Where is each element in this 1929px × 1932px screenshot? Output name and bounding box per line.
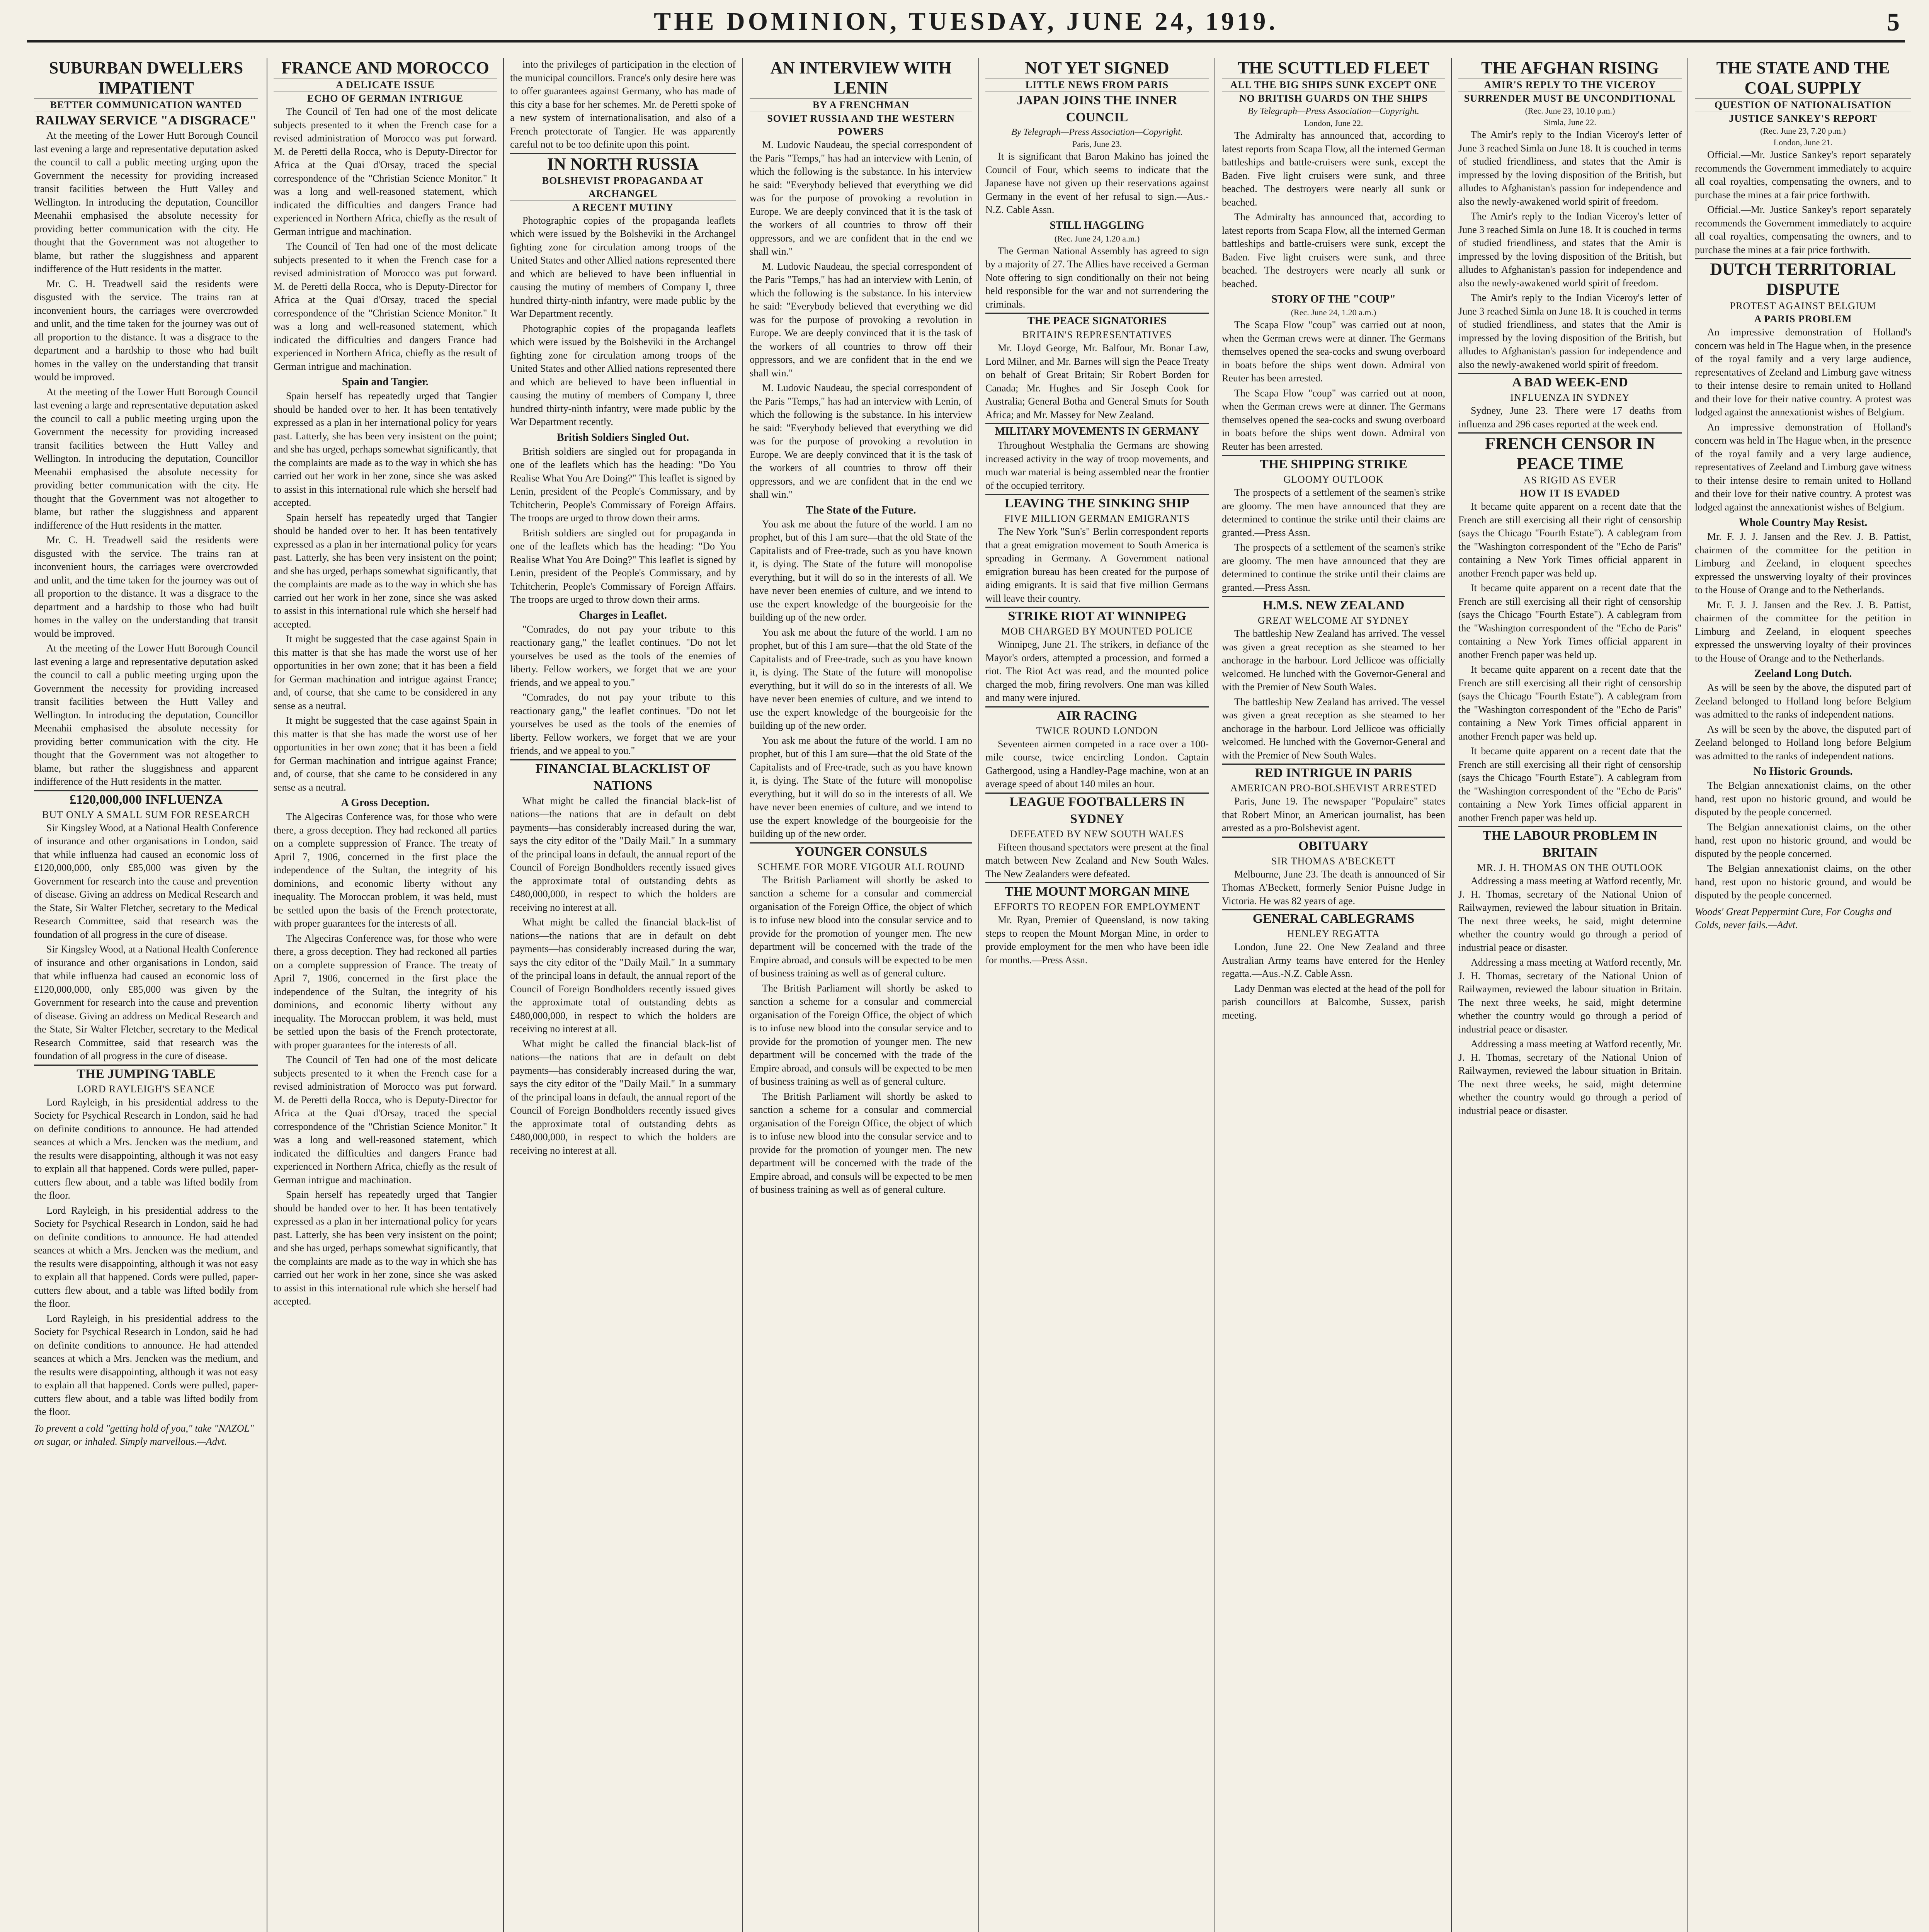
subheadline: BUT ONLY A SMALL SUM FOR RESEARCH: [42, 809, 250, 820]
article-paragraph: "Comrades, do not pay your tribute to this reactionary gang," the leaflet continues. "Do not let yourselves be used as the tools of the enemies of liberty. Fellow workers, we forget that we are your friends, and we appeal to you.": [510, 692, 736, 756]
dateline: London, June 22.: [1304, 118, 1363, 128]
article-paragraph: What might be called the financial black-list of nations—the nations that are in default on debt payments—has considerably increased during the war, says the city editor of the "Daily Mail." In a summary of the principal loans in default, the annual report of the Council of Foreign Bondholders recently issued gives the approximate total of outstanding debts as £480,000,000, in respect to which the holders are receiving no interest at all.: [510, 795, 736, 913]
section-heading: Zeeland Long Dutch.: [1754, 668, 1852, 680]
advertisement: To prevent a cold "getting hold of you," take "NAZOL" on sugar, or inhaled. Simply marvellous.—Advt.: [34, 1422, 254, 1447]
dateline: (Rec. June 24, 1.20 a.m.): [1291, 308, 1376, 317]
article-paragraph: Sydney, June 23. There were 17 deaths from influenza and 296 cases reported at the week end.: [1458, 405, 1682, 430]
headline: OBITUARY: [1298, 838, 1369, 853]
headline: THE SHIPPING STRIKE: [1260, 457, 1407, 471]
article-paragraph: Addressing a mass meeting at Watford recently, Mr. J. H. Thomas, secretary of the National Union of Railwaymen, reviewed the labour situation in Britain. The next three weeks, he said, might determine whether the country would go through a period of industrial peace or disaster.: [1458, 875, 1682, 953]
subheadline: AS RIGID AS EVER: [1523, 474, 1617, 486]
article-paragraph: Addressing a mass meeting at Watford recently, Mr. J. H. Thomas, secretary of the National Union of Railwaymen, reviewed the labour situation in Britain. The next three weeks, he said, might determine whether the country would go through a period of industrial peace or disaster.: [1458, 957, 1682, 1035]
subheadline: SCHEME FOR MORE VIGOUR ALL ROUND: [757, 861, 965, 872]
article-paragraph: The Amir's reply to the Indian Viceroy's letter of June 3 reached Simla on June 18. It is couched in terms of studied friendliness, and states that the Amir is impressed by the loving disposition of the British, but alludes to Afghanistan's passion for independence and also the newly-awakened world spirit of freedom.: [1458, 129, 1682, 207]
subheadline: LITTLE NEWS FROM PARIS: [1025, 79, 1169, 90]
article-paragraph: It might be suggested that the case against Spain in this matter is that she has made the worst use of her opportunities in her own zone; that it has been a field for German machination and intrigue against France; and, of course, that she came to be considered in any sense as a neutral.: [274, 633, 497, 711]
headline: FRENCH CENSOR IN PEACE TIME: [1485, 434, 1655, 473]
subheadline: NO BRITISH GUARDS ON THE SHIPS: [1239, 93, 1428, 104]
article-paragraph: Spain herself has repeatedly urged that Tangier should be handed over to her. It has been tentatively expressed as a plan in her international policy for years past. Latterly, she has been very insistent on the point; and she has urged, perhaps somewhat significantly, that the complaints are made as to the way in which she has carried out her work in her zone, since she was asked to assist in this international rule which she herself had accepted.: [274, 512, 497, 630]
article-paragraph: Mr. F. J. J. Jansen and the Rev. J. B. Pattist, chairmen of the committee for the petition in Limburg and Zeeland, in eloquent speeches expressed the unswerving loyalty of their provinces to the House of Orange and to the Netherlands.: [1695, 531, 1911, 595]
column-rule: [1687, 58, 1688, 1932]
article-paragraph: M. Ludovic Naudeau, the special correspondent of the Paris "Temps," has had an interview with Lenin, of which the following is the substance. In his interview he said: "Everybody believed that everything we did was for the purpose of provoking a revolution in Europe. We are deeply convinced that it is the task of the workers of all countries to throw off their oppressors, and we are confident that in the end we shall win.": [750, 139, 972, 257]
article-paragraph: Lady Denman was elected at the head of the poll for parish councillors at Balcombe, Sussex, parish meeting.: [1222, 983, 1445, 1021]
article-paragraph: Lord Rayleigh, in his presidential address to the Society for Psychical Research in London, said he had on definite conditions to announce. He had attended seances at which a Mrs. Jencken was the medium, and the results were disappointing, although it was not easy to explain all that happened. Cords were pulled, paper-cutters flew about, and a table was lifted bodily from the floor.: [34, 1096, 258, 1201]
article-paragraph: As will be seen by the above, the disputed part of Zeeland belonged to Holland long before Belgium was admitted to the ranks of independent nations.: [1695, 723, 1911, 762]
article-paragraph: An impressive demonstration of Holland's concern was held in The Hague when, in the presence of the royal family and a very large audience, representatives of Zeeland and Limburg gave witness to their intense desire to remain united to Holland and their love for their native country. A protest was lodged against the annexationist wishes of Belgium.: [1695, 421, 1911, 513]
article-paragraph: Winnipeg, June 21. The strikers, in defiance of the Mayor's orders, attempted a procession, and formed a riot. The Riot Act was read, and the mounted police charged the mob, firing revolvers. One man was killed and many were injured.: [985, 639, 1209, 703]
article-paragraph: Sir Kingsley Wood, at a National Health Conference of insurance and other organisations in London, said that while influenza had caused an economic loss of £120,000,000, only £85,000 was given by the Government for research into the cause and prevention of disease. Giving an address on Medical Research and the State, Sir Walter Fletcher, secretary to the Medical Research Committee, said that research was the foundation of all progress in the cure of disease.: [34, 944, 258, 1061]
article-paragraph: Spain herself has repeatedly urged that Tangier should be handed over to her. It has been tentatively expressed as a plan in her international policy for years past. Latterly, she has been very insistent on the point; and she has urged, perhaps somewhat significantly, that the complaints are made as to the way in which she has carried out her work in her zone, since she was asked to assist in this international rule which she herself had accepted.: [274, 390, 497, 508]
section-heading: The State of the Future.: [806, 504, 916, 516]
headline: THE MOUNT MORGAN MINE: [1004, 884, 1190, 899]
article-paragraph: The British Parliament will shortly be asked to sanction a scheme for a consular and commercial organisation of the Foreign Office, the object of which is to infuse new blood into the consular service and to provide for the promotion of younger men. The new department will be concerned with the trade of the Empire abroad, and consuls will be expected to be men of business training as well as of general culture.: [750, 874, 972, 979]
dateline: Simla, June 22.: [1544, 117, 1596, 127]
subheadline: TWICE ROUND LONDON: [1036, 725, 1158, 736]
article-paragraph: Paris, June 19. The newspaper "Populaire" states that Robert Minor, an American journalist, has been arrested as a pro-Bolshevist agent.: [1222, 796, 1445, 833]
column-1: [34, 58, 258, 1932]
article-paragraph: Throughout Westphalia the Germans are showing increased activity in the way of troop movements, and much war material is being assembled near the frontier of the occupied territory.: [985, 440, 1209, 491]
article-paragraph: As will be seen by the above, the disputed part of Zeeland belonged to Holland long before Belgium was admitted to the ranks of independent nations.: [1695, 682, 1911, 720]
headline: A BAD WEEK-END: [1512, 375, 1628, 389]
article-paragraph: The Council of Ten had one of the most delicate subjects presented to it when the French case for a revised administration of Morocco was put forward. M. de Peretti della Rocca, who is Deputy-Director for Africa at the Quai d'Orsay, traced the special correspondence of the "Christian Science Monitor." It was a long and well-reasoned statement, which indicated the difficulties and dangers France had experienced in Northern Africa, chiefly as the result of German intrigue and machination.: [274, 1054, 497, 1185]
column-2: [274, 58, 497, 1932]
section-heading: British Soldiers Singled Out.: [556, 431, 689, 444]
subheadline: LORD RAYLEIGH'S SEANCE: [77, 1083, 215, 1095]
article-paragraph: into the privileges of participation in the election of the municipal councillors. France's only desire here was to offer guarantees against Germany, who has made of this city a base for her schemes. Mr. de Peretti spoke of a new system of internationalisation, and also of a French protectorate of Tangier. He was apparently careful not to be too definite upon this point.: [510, 59, 736, 150]
headline: FRANCE AND MOROCCO: [281, 58, 489, 77]
masthead-title: THE DOMINION, TUESDAY, JUNE 24, 1919.: [654, 7, 1278, 36]
section-heading: STORY OF THE "COUP": [1271, 293, 1396, 305]
article-paragraph: Melbourne, June 23. The death is announced of Sir Thomas A'Beckett, formerly Senior Puisne Judge in Victoria. He was 82 years of age.: [1222, 868, 1445, 906]
column-6: [1222, 58, 1445, 1932]
headline: AIR RACING: [1056, 708, 1138, 723]
headline: SUBURBAN DWELLERS IMPATIENT: [49, 58, 243, 97]
column-rule: [503, 58, 504, 1932]
subheadline: SOVIET RUSSIA AND THE WESTERN POWERS: [767, 113, 955, 137]
subheadline: ECHO OF GERMAN INTRIGUE: [307, 93, 464, 104]
article-paragraph: It became quite apparent on a recent date that the French are still exercising all their right of censorship (says the Chicago "Fourth Estate"). A cablegram from the "Washington correspondent of the "Echo de Paris" containing a New York Times official apparent in another French paper was held up.: [1458, 745, 1682, 823]
headline: FINANCIAL BLACKLIST OF NATIONS: [535, 761, 711, 793]
subheadline: BRITAIN'S REPRESENTATIVES: [1022, 329, 1172, 340]
column-5: [985, 58, 1209, 1932]
column-4: [750, 58, 972, 1932]
headline: RED INTRIGUE IN PARIS: [1255, 766, 1412, 780]
article-paragraph: Official.—Mr. Justice Sankey's report separately recommends the Government immediately to acquire all coal royalties, compensating the owners, and to purchase the mines at a fair price forthwith.: [1695, 204, 1911, 255]
headline: GENERAL CABLEGRAMS: [1252, 912, 1415, 926]
article-paragraph: An impressive demonstration of Holland's concern was held in The Hague when, in the presence of the royal family and a very large audience, representatives of Zeeland and Limburg gave witness to their intense desire to remain united to Holland and their love for their native country. A protest was lodged against the annexationist wishes of Belgium.: [1695, 327, 1911, 418]
section-heading: STILL HAGGLING: [1050, 219, 1145, 231]
headline: H.M.S. NEW ZEALAND: [1262, 598, 1405, 612]
article-paragraph: Spain herself has repeatedly urged that Tangier should be handed over to her. It has been tentatively expressed as a plan in her international policy for years past. Latterly, she has been very insistent on the point; and she has urged, perhaps somewhat significantly, that the complaints are made as to the way in which she has carried out her work in her zone, since she was asked to assist in this international rule which she herself had accepted.: [274, 1189, 497, 1307]
article-paragraph: The battleship New Zealand has arrived. The vessel was given a great reception as she steamed to her anchorage in the harbour. Lord Jellicoe was officially welcomed. He lunched with the Governor-General and with the Premier of New South Wales.: [1222, 696, 1445, 761]
article-paragraph: Mr. F. J. J. Jansen and the Rev. J. B. Pattist, chairmen of the committee for the petition in Limburg and Zeeland, in eloquent speeches expressed the unswerving loyalty of their provinces to the House of Orange and to the Netherlands.: [1695, 599, 1911, 664]
article-paragraph: M. Ludovic Naudeau, the special correspondent of the Paris "Temps," has had an interview with Lenin, of which the following is the substance. In his interview he said: "Everybody believed that everything we did was for the purpose of provoking a revolution in Europe. We are deeply convinced that it is the task of the workers of all countries to throw off their oppressors, and we are confident that in the end we shall win.": [750, 260, 972, 379]
article-paragraph: The prospects of a settlement of the seamen's strike are gloomy. The men have announced that they are determined to continue the strike until their claims are granted.—Press Assn.: [1222, 487, 1445, 538]
article-paragraph: The Amir's reply to the Indian Viceroy's letter of June 3 reached Simla on June 18. It is couched in terms of studied friendliness, and states that the Amir is impressed by the loving disposition of the British, but alludes to Afghanistan's passion for independence and also the newly-awakened world spirit of freedom.: [1458, 211, 1682, 289]
subheadline: QUESTION OF NATIONALISATION: [1714, 99, 1892, 111]
section-heading: Spain and Tangier.: [342, 376, 429, 388]
section-heading: A Gross Deception.: [341, 797, 430, 809]
headline: LEAVING THE SINKING SHIP: [1005, 496, 1189, 510]
article-paragraph: Seventeen airmen competed in a race over a 100-mile course, twice encircling London. Captain Gathergood, using a Handley-Page machine, won at an average speed of about 140 miles an hour.: [985, 738, 1209, 789]
article-paragraph: It became quite apparent on a recent date that the French are still exercising all their right of censorship (says the Chicago "Fourth Estate"). A cablegram from the "Washington correspondent of the "Echo de Paris" containing a New York Times official apparent in another French paper was held up.: [1458, 582, 1682, 660]
headline: RAILWAY SERVICE "A DISGRACE": [35, 113, 257, 128]
article-paragraph: The British Parliament will shortly be asked to sanction a scheme for a consular and commercial organisation of the Foreign Office, the object of which is to infuse new blood into the consular service and to provide for the promotion of younger men. The new department will be concerned with the trade of the Empire abroad, and consuls will be expected to be men of business training as well as of general culture.: [750, 982, 972, 1087]
dateline: By Telegraph—Press Association—Copyright.: [1248, 106, 1419, 116]
article-paragraph: British soldiers are singled out for propaganda in one of the leaflets which has the heading: "Do You Realise What You Are Doing?" This leaflet is signed by Lenin, president of the People's Commissary, and by Tchitcherin, People's Commissary of Foreign Affairs. The troops are urged to throw down their arms.: [510, 446, 736, 524]
section-heading: THE PEACE SIGNATORIES: [1027, 315, 1167, 327]
article-paragraph: The New York "Sun's" Berlin correspondent reports that a great emigration movement to South America is spreading in Germany. A Government national emigration bureau has been created for the purpose of aiding emigrants. It is said that five million Germans will leave their country.: [985, 526, 1209, 604]
subheadline: INFLUENZA IN SYDNEY: [1510, 392, 1630, 403]
dateline: London, June 21.: [1773, 138, 1833, 147]
subheadline: BY A FRENCHMAN: [813, 99, 909, 111]
section-heading: Charges in Leaflet.: [579, 609, 667, 621]
dateline: (Rec. June 23, 10.10 p.m.): [1525, 106, 1615, 116]
article-paragraph: Fifteen thousand spectators were present at the final match between New Zealand and New South Wales. The New Zealanders were defeated.: [985, 841, 1209, 879]
headline: £120,000,000 INFLUENZA: [70, 792, 223, 807]
article-paragraph: M. Ludovic Naudeau, the special correspondent of the Paris "Temps," has had an interview with Lenin, of which the following is the substance. In his interview he said: "Everybody believed that everything we did was for the purpose of provoking a revolution in Europe. We are deeply convinced that it is the task of the workers of all countries to throw off their oppressors, and we are confident that in the end we shall win.": [750, 382, 972, 500]
section-heading: No Historic Grounds.: [1753, 765, 1853, 777]
subheadline: DEFEATED BY NEW SOUTH WALES: [1010, 828, 1184, 840]
article-paragraph: British soldiers are singled out for propaganda in one of the leaflets which has the heading: "Do You Realise What You Are Doing?" This leaflet is signed by Lenin, president of the People's Commissary, and by Tchitcherin, People's Commissary of Foreign Affairs. The troops are urged to throw down their arms.: [510, 527, 736, 605]
subheadline: EFFORTS TO REOPEN FOR EMPLOYMENT: [994, 901, 1200, 912]
headline: IN NORTH RUSSIA: [547, 154, 699, 173]
headline: THE LABOUR PROBLEM IN BRITAIN: [1482, 828, 1658, 860]
article-paragraph: The Belgian annexationist claims, on the other hand, rest upon no historic ground, and would be disputed by the people concerned.: [1695, 863, 1911, 901]
article-paragraph: It became quite apparent on a recent date that the French are still exercising all their right of censorship (says the Chicago "Fourth Estate"). A cablegram from the "Washington correspondent of the "Echo de Paris" containing a New York Times official apparent in another French paper was held up.: [1458, 501, 1682, 579]
subheadline: AMERICAN PRO-BOLSHEVIST ARRESTED: [1230, 782, 1437, 794]
article-paragraph: You ask me about the future of the world. I am no prophet, but of this I am sure—that the old State of the Capitalists and of Free-trade, such as you have known it, is dying. The State of the future will monopolise everything, but it will do so in the interests of all. We have never been enemies of culture, and we intend to use the expert knowledge of the bourgeoisie for the building up of the new order.: [750, 735, 972, 839]
column-rule: [742, 58, 743, 1932]
article-paragraph: At the meeting of the Lower Hutt Borough Council last evening a large and representative deputation asked the council to call a public meeting urging upon the Government the necessity for providing increased transit facilities between the Hutt Valley and Wellington. In introducing the deputation, Councillor Meenahii emphasised the absolute necessity for providing better communication with the city. He thought that the Government was not altogether to blame, but rather the sluggishness and apparent indifference of the Hutt residents in the matter.: [34, 643, 258, 787]
subheadline: JUSTICE SANKEY'S REPORT: [1729, 113, 1877, 124]
article-paragraph: Sir Kingsley Wood, at a National Health Conference of insurance and other organisations in London, said that while influenza had caused an economic loss of £120,000,000, only £85,000 was given by the Government for research into the cause and prevention of disease. Giving an address on Medical Research and the State, Sir Walter Fletcher, secretary to the Medical Research Committee, said that research was the foundation of all progress in the cure of disease.: [34, 822, 258, 940]
article-paragraph: The Belgian annexationist claims, on the other hand, rest upon no historic ground, and would be disputed by the people concerned.: [1695, 821, 1911, 859]
section-heading: MILITARY MOVEMENTS IN GERMANY: [995, 425, 1199, 437]
page-number: 5: [1887, 8, 1900, 36]
subheadline: MOB CHARGED BY MOUNTED POLICE: [1001, 626, 1193, 637]
article-paragraph: Addressing a mass meeting at Watford recently, Mr. J. H. Thomas, secretary of the National Union of Railwaymen, reviewed the labour situation in Britain. The next three weeks, he said, might determine whether the country would go through a period of industrial peace or disaster.: [1458, 1038, 1682, 1116]
column-3: [510, 58, 736, 1932]
subheadline: GREAT WELCOME AT SYDNEY: [1257, 615, 1410, 626]
dateline: Paris, June 23.: [1072, 139, 1122, 149]
article-paragraph: At the meeting of the Lower Hutt Borough Council last evening a large and representative deputation asked the council to call a public meeting urging upon the Government the necessity for providing increased transit facilities between the Hutt Valley and Wellington. In introducing the deputation, Councillor Meenahii emphasised the absolute necessity for providing better communication with the city. He thought that the Government was not altogether to blame, but rather the sluggishness and apparent indifference of the Hutt residents in the matter.: [34, 130, 258, 274]
article-paragraph: Official.—Mr. Justice Sankey's report separately recommends the Government immediately to acquire all coal royalties, compensating the owners, and to purchase the mines at a fair price forthwith.: [1695, 149, 1911, 201]
article-paragraph: At the meeting of the Lower Hutt Borough Council last evening a large and representative deputation asked the council to call a public meeting urging upon the Government the necessity for providing increased transit facilities between the Hutt Valley and Wellington. In introducing the deputation, Councillor Meenahii emphasised the absolute necessity for providing better communication with the city. He thought that the Government was not altogether to blame, but rather the sluggishness and apparent indifference of the Hutt residents in the matter.: [34, 386, 258, 531]
column-8: [1695, 58, 1911, 1932]
article-paragraph: London, June 22. One New Zealand and three Australian Army teams have entered for the Henley regatta.—Aus.-N.Z. Cable Assn.: [1222, 941, 1445, 979]
article-paragraph: Mr. C. H. Treadwell said the residents were disgusted with the service. The trains ran at inconvenient hours, the carriages were overcrowded and unlit, and the time taken for the journey was out of all proportion to the distance. It was a disgrace to the department and a hardship to those who had built homes in the valley on the understanding that transit would be improved.: [34, 534, 258, 639]
subheadline: MR. J. H. THOMAS ON THE OUTLOOK: [1477, 862, 1663, 873]
headline: THE STATE AND THE COAL SUPPLY: [1716, 58, 1890, 97]
article-paragraph: The Scapa Flow "coup" was carried out at noon, when the German crews were at dinner. The Germans themselves opened the sea-cocks and swung overboard in boats before the ships went down. Admiral von Reuter has been arrested.: [1222, 319, 1445, 384]
article-paragraph: The Council of Ten had one of the most delicate subjects presented to it when the French case for a revised administration of Morocco was put forward. M. de Peretti della Rocca, who is Deputy-Director for Africa at the Quai d'Orsay, traced the special correspondence of the "Christian Science Monitor." It was a long and well-reasoned statement, which indicated the difficulties and dangers France had experienced in Northern Africa, chiefly as the result of German intrigue and machination.: [274, 241, 497, 372]
headline: DUTCH TERRITORIAL DISPUTE: [1710, 260, 1896, 299]
article-paragraph: Mr. C. H. Treadwell said the residents were disgusted with the service. The trains ran at inconvenient hours, the carriages were overcrowded and unlit, and the time taken for the journey was out of all proportion to the distance. It was a disgrace to the department and a hardship to those who had built homes in the valley on the understanding that transit would be improved.: [34, 278, 258, 383]
headline: AN INTERVIEW WITH LENIN: [770, 58, 952, 97]
article-paragraph: Mr. Lloyd George, Mr. Balfour, Mr. Bonar Law, Lord Milner, and Mr. Barnes will sign the Peace Treaty on behalf of Great Britain; Sir Robert Borden for Canada; Mr. Hughes and Sir Joseph Cook for Australia; General Botha and General Smuts for South Africa; and Mr. Massey for New Zealand.: [985, 342, 1209, 420]
subheadline: PROTEST AGAINST BELGIUM: [1730, 300, 1876, 311]
article-paragraph: The prospects of a settlement of the seamen's strike are gloomy. The men have announced that they are determined to continue the strike until their claims are granted.—Press Assn.: [1222, 542, 1445, 593]
headline: LEAGUE FOOTBALLERS IN SYDNEY: [1009, 794, 1185, 826]
column-rule: [978, 58, 979, 1932]
section-heading: Whole Country May Resist.: [1738, 517, 1868, 529]
article-paragraph: Lord Rayleigh, in his presidential address to the Society for Psychical Research in London, said he had on definite conditions to announce. He had attended seances at which a Mrs. Jencken was the medium, and the results were disappointing, although it was not easy to explain all that happened. Cords were pulled, paper-cutters flew about, and a table was lifted bodily from the floor.: [34, 1204, 258, 1309]
subheadline: A DELICATE ISSUE: [336, 79, 435, 90]
subheadline: AMIR'S REPLY TO THE VICEROY: [1484, 79, 1656, 90]
article-paragraph: It is significant that Baron Makino has joined the Council of Four, which seems to indicate that the Japanese have not given up their reservations against Germany in the event of her refusal to sign.—Aus.-N.Z. Cable Assn.: [985, 151, 1209, 215]
headline: THE AFGHAN RISING: [1481, 58, 1659, 77]
subheadline: GLOOMY OUTLOOK: [1283, 474, 1384, 485]
column-7: [1458, 58, 1682, 1932]
article-paragraph: The Admiralty has announced that, according to latest reports from Scapa Flow, all the interned German battleships and battle-cruisers were sunk, except the Baden. Five light cruisers were sunk, and three beached. The destroyers were nearly all sunk or beached.: [1222, 130, 1445, 208]
subheadline: HOW IT IS EVADED: [1520, 488, 1620, 499]
headline: JAPAN JOINS THE INNER COUNCIL: [1017, 93, 1177, 124]
article-paragraph: "Comrades, do not pay your tribute to this reactionary gang," the leaflet continues. "Do not let yourselves be used as the tools of the enemies of liberty. Fellow workers, we forget that we are your friends, and we appeal to you.": [510, 623, 736, 688]
advertisement: Woods' Great Peppermint Cure, For Coughs and Colds, never fails.—Advt.: [1695, 906, 1892, 930]
subheadline: ALL THE BIG SHIPS SUNK EXCEPT ONE: [1230, 79, 1437, 90]
article-paragraph: Mr. Ryan, Premier of Queensland, is now taking steps to reopen the Mount Morgan Mine, in order to provide employment for the men who have been idle for months.—Press Assn.: [985, 914, 1209, 966]
dateline: By Telegraph—Press Association—Copyright.: [1011, 127, 1183, 137]
subheadline: BETTER COMMUNICATION WANTED: [50, 99, 242, 111]
article-paragraph: The Belgian annexationist claims, on the other hand, rest upon no historic ground, and would be disputed by the people concerned.: [1695, 780, 1911, 818]
article-paragraph: The Council of Ten had one of the most delicate subjects presented to it when the French case for a revised administration of Morocco was put forward. M. de Peretti della Rocca, who is Deputy-Director for Africa at the Quai d'Orsay, traced the special correspondence of the "Christian Science Monitor." It was a long and well-reasoned statement, which indicated the difficulties and dangers France had experienced in Northern Africa, chiefly as the result of German intrigue and machination.: [274, 106, 497, 237]
subheadline: A PARIS PROBLEM: [1754, 313, 1852, 325]
article-paragraph: The Algeciras Conference was, for those who were there, a gross deception. They had reckoned all parties on a complete suppression of France. The treaty of April 7, 1906, concerned in the first place the independence of the Sultan, the integrity of his dominions, and economic liberty without any inequality. The Moroccan problem, it was held, must be settled upon the basis of the French protectorate, with proper guarantees for the interests of all.: [274, 811, 497, 929]
headline: STRIKE RIOT AT WINNIPEG: [1008, 609, 1186, 623]
article-paragraph: What might be called the financial black-list of nations—the nations that are in default on debt payments—has considerably increased during the war, says the city editor of the "Daily Mail." In a summary of the principal loans in default, the annual report of the Council of Foreign Bondholders recently issued gives the approximate total of outstanding debts as £480,000,000, in respect to which the holders are receiving no interest at all.: [510, 1038, 736, 1156]
subheadline: FIVE MILLION GERMAN EMIGRANTS: [1004, 513, 1190, 524]
subheadline: HENLEY REGATTA: [1287, 928, 1380, 939]
article-paragraph: Photographic copies of the propaganda leaflets which were issued by the Bolsheviki in the Archangel fighting zone for circulation among troops of the United States and other Allied nations represented there and which are believed to have been influential in causing the mutiny of members of Company I, three hundred thirty-ninth infantry, were made public by the War Department recently.: [510, 214, 736, 319]
dateline: (Rec. June 24, 1.20 a.m.): [1054, 233, 1140, 243]
subheadline: SURRENDER MUST BE UNCONDITIONAL: [1464, 93, 1676, 104]
article-paragraph: It might be suggested that the case against Spain in this matter is that she has made the worst use of her opportunities in her own zone; that it has been a field for German machination and intrigue against France; and, of course, that she came to be considered in any sense as a neutral.: [274, 715, 497, 793]
article-paragraph: The British Parliament will shortly be asked to sanction a scheme for a consular and commercial organisation of the Foreign Office, the object of which is to infuse new blood into the consular service and to provide for the promotion of younger men. The new department will be concerned with the trade of the Empire abroad, and consuls will be expected to be men of business training as well as of general culture.: [750, 1090, 972, 1195]
masthead: [27, 7, 1905, 43]
article-paragraph: The Algeciras Conference was, for those who were there, a gross deception. They had reckoned all parties on a complete suppression of France. The treaty of April 7, 1906, concerned in the first place the independence of the Sultan, the integrity of his dominions, and economic liberty without any inequality. The Moroccan problem, it was held, must be settled upon the basis of the French protectorate, with proper guarantees for the interests of all.: [274, 932, 497, 1051]
article-paragraph: You ask me about the future of the world. I am no prophet, but of this I am sure—that the old State of the Capitalists and of Free-trade, such as you have known it, is dying. The State of the future will monopolise everything, but it will do so in the interests of all. We have never been enemies of culture, and we intend to use the expert knowledge of the bourgeoisie for the building up of the new order.: [750, 626, 972, 731]
article-paragraph: The Amir's reply to the Indian Viceroy's letter of June 3 reached Simla on June 18. It is couched in terms of studied friendliness, and states that the Amir is impressed by the loving disposition of the British, but alludes to Afghanistan's passion for independence and also the newly-awakened world spirit of freedom.: [1458, 292, 1682, 370]
headline: THE SCUTTLED FLEET: [1237, 58, 1430, 77]
article-paragraph: Lord Rayleigh, in his presidential address to the Society for Psychical Research in London, said he had on definite conditions to announce. He had attended seances at which a Mrs. Jencken was the medium, and the results were disappointing, although it was not easy to explain all that happened. Cords were pulled, paper-cutters flew about, and a table was lifted bodily from the floor.: [34, 1313, 258, 1417]
headline: THE JUMPING TABLE: [77, 1066, 216, 1081]
subheadline: SIR THOMAS A'BECKETT: [1271, 855, 1396, 867]
column-rule: [1451, 58, 1452, 1932]
article-paragraph: The Scapa Flow "coup" was carried out at noon, when the German crews were at dinner. The Germans themselves opened the sea-cocks and swung overboard in boats before the ships went down. Admiral von Reuter has been arrested.: [1222, 387, 1445, 452]
article-paragraph: Photographic copies of the propaganda leaflets which were issued by the Bolsheviki in the Archangel fighting zone for circulation among troops of the United States and other Allied nations represented there and which are believed to have been influential in causing the mutiny of members of Company I, three hundred thirty-ninth infantry, were made public by the War Department recently.: [510, 323, 736, 427]
headline: NOT YET SIGNED: [1025, 58, 1169, 77]
subheadline: A RECENT MUTINY: [572, 201, 674, 213]
article-paragraph: The Admiralty has announced that, according to latest reports from Scapa Flow, all the interned German battleships and battle-cruisers were sunk, except the Baden. Five light cruisers were sunk, and three beached. The destroyers were nearly all sunk or beached.: [1222, 211, 1445, 289]
headline: YOUNGER CONSULS: [794, 844, 927, 859]
article-paragraph: What might be called the financial black-list of nations—the nations that are in default on debt payments—has considerably increased during the war, says the city editor of the "Daily Mail." In a summary of the principal loans in default, the annual report of the Council of Foreign Bondholders recently issued gives the approximate total of outstanding debts as £480,000,000, in respect to which the holders are receiving no interest at all.: [510, 917, 736, 1034]
article-paragraph: You ask me about the future of the world. I am no prophet, but of this I am sure—that the old State of the Capitalists and of Free-trade, such as you have known it, is dying. The State of the future will monopolise everything, but it will do so in the interests of all. We have never been enemies of culture, and we intend to use the expert knowledge of the bourgeoisie for the building up of the new order.: [750, 518, 972, 623]
article-paragraph: It became quite apparent on a recent date that the French are still exercising all their right of censorship (says the Chicago "Fourth Estate"). A cablegram from the "Washington correspondent of the "Echo de Paris" containing a New York Times official apparent in another French paper was held up.: [1458, 664, 1682, 742]
dateline: (Rec. June 23, 7.20 p.m.): [1760, 126, 1846, 136]
article-paragraph: The battleship New Zealand has arrived. The vessel was given a great reception as she steamed to her anchorage in the harbour. Lord Jellicoe was officially welcomed. He lunched with the Governor-General and with the Premier of New South Wales.: [1222, 628, 1445, 692]
article-paragraph: The German National Assembly has agreed to sign by a majority of 27. The Allies have received a German Note offering to sign conditionally on their not being held responsible for the war and not surrendering the criminals.: [985, 245, 1209, 310]
subheadline: BOLSHEVIST PROPAGANDA AT ARCHANGEL: [542, 175, 704, 199]
